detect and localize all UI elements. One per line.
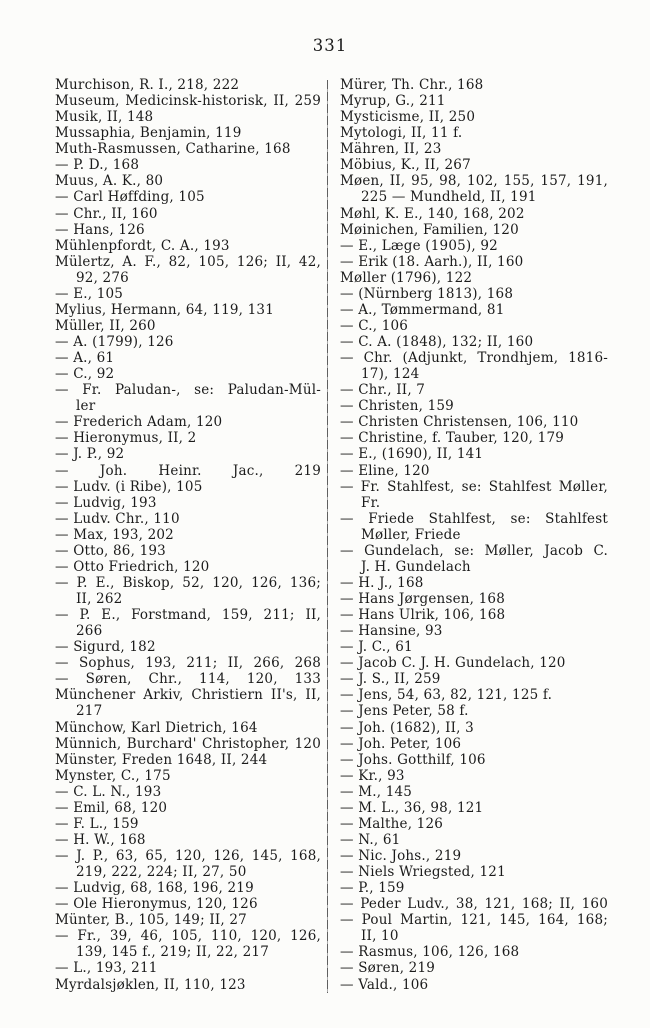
index-entry-line: — Ludvig, 68, 168, 196, 219 [55, 880, 254, 897]
index-entry-line: — Hans Jørgensen, 168 [340, 591, 506, 607]
index-entry-line: — C. A. (1848), 132; II, 160 [340, 334, 534, 350]
index-entry-line: — Ludvig, 193 [55, 494, 157, 511]
index-entry-line: — Eline, 120 [340, 462, 430, 479]
index-entry-line: — J. C., 61 [340, 639, 413, 656]
index-entry-line: Møen, II, 95, 98, 102, 155, 157, 191, [340, 173, 608, 190]
index-entry-line: Münnich, Burchard' Christopher, 120 [55, 735, 321, 752]
index-entry-line: — Fr. Stahlfest, se: Stahlfest Møller, [340, 478, 608, 495]
index-entry-line: — Johs. Gotthilf, 106 [340, 751, 486, 768]
index-entry-line: Mülertz, A. F., 82, 105, 126; II, 42, [55, 253, 321, 270]
index-entry-line: — P. E., Biskop, 52, 120, 126, 136; [55, 574, 321, 591]
index-entry-line: Fr. [361, 494, 381, 511]
index-entry-line: — Joh. Peter, 106 [340, 735, 462, 752]
index-entry-line: — Nic. Johs., 219 [340, 848, 462, 864]
index-entry-line: — Malthe, 126 [340, 815, 444, 832]
index-entry-line: — Frederich Adam, 120 [55, 414, 223, 431]
index-entry-line: — A., Tømmermand, 81 [340, 301, 505, 318]
index-entry-line: — Jacob C. J. H. Gundelach, 120 [340, 655, 566, 672]
index-entry-line: — Søren, 219 [340, 960, 436, 977]
index-entry-line: Münchener Arkiv, Christiern II's, II, [55, 687, 321, 704]
index-entry-line: — J. P., 63, 65, 120, 126, 145, 168, [55, 848, 321, 864]
index-entry-line: — Otto, 86, 193 [55, 542, 166, 559]
index-entry-line: Münster, Freden 1648, II, 244 [55, 751, 268, 768]
index-entry-line: — P. E., Forstmand, 159, 211; II, [55, 607, 321, 624]
index-entry-line: — N., 61 [340, 831, 401, 848]
index-entry-line: Møller (1796), 122 [340, 269, 473, 286]
index-entry-line: 92, 276 [76, 269, 129, 286]
index-entry-line: — Friede Stahlfest, se: Stahlfest [340, 510, 608, 527]
index-entry-line: 225 — Mundheld, II, 191 [361, 189, 537, 206]
index-entry-line: Mytologi, II, 11 f. [340, 125, 463, 142]
index-entry-line: Møller, Friede [361, 526, 461, 543]
index-entry-line: — Vald., 106 [340, 976, 429, 993]
index-entry-line: — C. L. N., 193 [55, 783, 162, 800]
index-entry-line: — P. D., 168 [55, 157, 140, 174]
index-entry-line: — Erik (18. Aarh.), II, 160 [340, 253, 524, 270]
index-entry-line: — A., 61 [55, 350, 115, 367]
index-entry-line: 219, 222, 224; II, 27, 50 [76, 864, 247, 881]
index-entry-line: — Gundelach, se: Møller, Jacob C. [340, 542, 608, 559]
index-entry-line: — Chr., II, 160 [55, 205, 158, 222]
index-entry-line: J. H. Gundelach [361, 558, 471, 575]
index-entry-line: — Hans Ulrik, 106, 168 [340, 607, 506, 624]
index-entry-line: — Fr. Paludan-, se: Paludan-Mül- [55, 382, 321, 399]
index-entry-line: — Jens, 54, 63, 82, 121, 125 f. [340, 687, 553, 704]
index-entry-line: — Emil, 68, 120 [55, 799, 168, 816]
index-entry-line: 266 [76, 623, 103, 640]
index-entry-line: 139, 145 f., 219; II, 22, 217 [76, 944, 269, 961]
index-entry-line: — Hansine, 93 [340, 623, 443, 640]
index-entry-line: — Carl Høffding, 105 [55, 189, 205, 206]
index-entry-line: 17), 124 [361, 366, 420, 383]
index-entry-line: Möbius, K., II, 267 [340, 157, 471, 174]
index-entry-line: Mysticisme, II, 250 [340, 109, 476, 126]
index-entry-line: — Kr., 93 [340, 767, 405, 784]
index-entry-line: Muus, A. K., 80 [55, 173, 164, 190]
index-entry-line: Myrdalsjøklen, II, 110, 123 [55, 976, 246, 993]
index-entry-line: Müller, II, 260 [55, 317, 156, 334]
index-entry-line: — Ludv. Chr., 110 [55, 510, 180, 527]
index-entry-line: Münter, B., 105, 149; II, 27 [55, 912, 247, 929]
index-entry-line: — E., Læge (1905), 92 [340, 237, 498, 254]
index-entry-line: Mylius, Hermann, 64, 119, 131 [55, 301, 275, 318]
page-number: 331 [312, 36, 348, 55]
index-entry-line: — Jens Peter, 58 f. [340, 703, 469, 720]
index-entry-line: — Otto Friedrich, 120 [55, 558, 210, 575]
index-entry-line: — Poul Martin, 121, 145, 164, 168; [340, 912, 608, 929]
index-entry-line: — Max, 193, 202 [55, 526, 174, 543]
index-entry-line: — L., 193, 211 [55, 960, 158, 977]
index-entry-line: — (Nürnberg 1813), 168 [340, 285, 514, 302]
index-entry-line: Museum, Medicinsk-historisk, II, 259 [55, 93, 321, 110]
index-entry-line: Mühlenpfordt, C. A., 193 [55, 237, 230, 254]
index-entry-line: — E., (1690), II, 141 [340, 446, 484, 463]
index-entry-line: — Christen Christensen, 106, 110 [340, 414, 579, 431]
index-entry-line: — Søren, Chr., 114, 120, 133 [55, 671, 321, 688]
index-entry-line: — Joh. Heinr. Jac., 219 [55, 462, 321, 479]
index-entry-line: II, 10 [361, 928, 399, 945]
index-entry-line: Mürer, Th. Chr., 168 [340, 77, 484, 93]
column-divider [327, 80, 328, 993]
index-entry-line: — Niels Wriegsted, 121 [340, 864, 506, 881]
index-entry-line: 217 [76, 703, 103, 720]
index-entry-line: Murchison, R. I., 218, 222 [55, 77, 240, 93]
index-entry-line: — Ole Hieronymus, 120, 126 [55, 896, 258, 913]
index-entry-line: Münchow, Karl Dietrich, 164 [55, 719, 258, 736]
index-entry-line: — Sigurd, 182 [55, 639, 156, 656]
index-entry-line: Møinichen, Familien, 120 [340, 221, 519, 238]
index-entry-line: Mynster, C., 175 [55, 767, 171, 784]
index-entry-line: — Peder Ludv., 38, 121, 168; II, 160 [340, 896, 608, 913]
index-column-left [55, 77, 321, 993]
index-entry-line: — A. (1799), 126 [55, 334, 174, 350]
index-entry-line: — H. W., 168 [55, 831, 146, 848]
index-entry-line: — Chr., II, 7 [340, 382, 426, 399]
index-entry-line: — Joh. (1682), II, 3 [340, 719, 474, 736]
index-entry-line: — M., 145 [340, 783, 413, 800]
index-entry-line: — Hieronymus, II, 2 [55, 430, 197, 447]
index-entry-line: — F. L., 159 [55, 815, 139, 832]
index-entry-line: — J. S., II, 259 [340, 671, 441, 688]
index-entry-line: — P., 159 [340, 880, 405, 897]
index-entry-line: — Hans, 126 [55, 221, 145, 238]
index-entry-line: — J. P., 92 [55, 446, 125, 463]
index-entry-line: — C., 106 [340, 317, 409, 334]
index-entry-line: Møhl, K. E., 140, 168, 202 [340, 205, 525, 222]
index-entry-line: — M. L., 36, 98, 121 [340, 799, 484, 816]
index-entry-line: Muth-Rasmussen, Catharine, 168 [55, 141, 291, 158]
index-entry-line: — C., 92 [55, 366, 115, 383]
index-entry-line: Mussaphia, Benjamin, 119 [55, 125, 242, 142]
index-entry-line: — H. J., 168 [340, 574, 424, 591]
index-entry-line: II, 262 [76, 591, 123, 607]
index-entry-line: Myrup, G., 211 [340, 93, 446, 110]
index-entry-line: — Rasmus, 106, 126, 168 [340, 944, 520, 961]
index-entry-line: — Chr. (Adjunkt, Trondhjem, 1816- [340, 350, 608, 367]
index-entry-line: — Fr., 39, 46, 105, 110, 120, 126, [55, 928, 321, 945]
index-entry-line: — Christine, f. Tauber, 120, 179 [340, 430, 565, 447]
index-entry-line: ler [76, 398, 96, 415]
index-entry-line: Musik, II, 148 [55, 109, 154, 126]
index-entry-line: — Ludv. (i Ribe), 105 [55, 478, 203, 495]
index-column-right [340, 77, 608, 993]
index-entry-line: — Christen, 159 [340, 398, 454, 415]
index-entry-line: Mähren, II, 23 [340, 141, 442, 158]
index-entry-line: — Sophus, 193, 211; II, 266, 268 [55, 655, 321, 672]
index-entry-line: — E., 105 [55, 285, 124, 302]
